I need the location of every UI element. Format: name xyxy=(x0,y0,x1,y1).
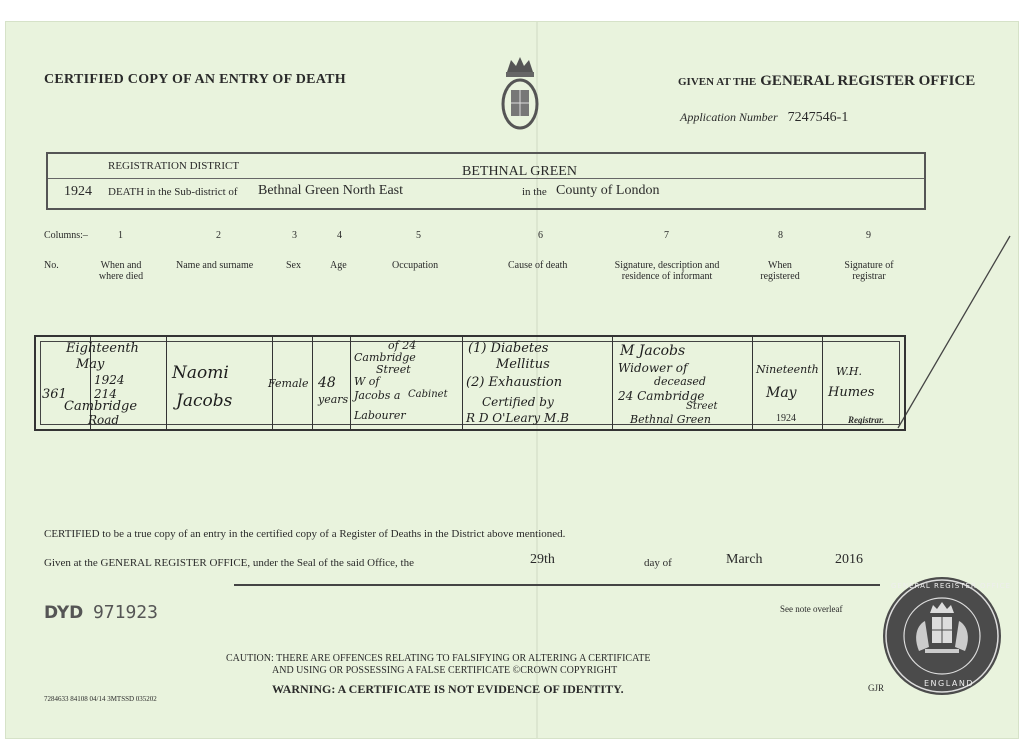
informant-line: Widower of xyxy=(618,361,688,375)
when-where-line: Eighteenth xyxy=(66,341,139,356)
column-header-occupation: Occupation xyxy=(392,260,439,271)
age-unit: years xyxy=(318,393,349,406)
column-number: 7 xyxy=(664,230,669,241)
county-value: County of London xyxy=(556,183,660,198)
registration-box xyxy=(46,152,926,210)
issuer-prefix: GIVEN AT THE xyxy=(678,76,757,88)
certificate-sheet xyxy=(6,22,1018,738)
cause-line: R D O'Leary M.B xyxy=(466,411,569,425)
occupation-line: Street xyxy=(376,363,411,376)
in-the-label: in the xyxy=(522,186,547,198)
district-value: BETHNAL GREEN xyxy=(462,164,577,179)
cause-line: Mellitus xyxy=(496,357,550,372)
occupation-line: of 24 xyxy=(388,339,417,352)
application-number-row xyxy=(680,108,848,126)
name-surname: Jacobs xyxy=(176,391,233,411)
column-header-cause: Cause of death xyxy=(508,260,568,271)
column-number: 4 xyxy=(337,230,342,241)
issuer-initials: GJR xyxy=(868,683,885,693)
caution-line-1: CAUTION: THERE ARE OFFENCES RELATING TO FALSIFYING OR ALTERING A CERTIFICATE xyxy=(226,653,651,664)
column-header-name: Name and surname xyxy=(176,260,254,271)
seal-ring-text-bottom: ENGLAND xyxy=(924,679,974,688)
column-header-registered: When registered xyxy=(760,260,800,282)
certified-month: March xyxy=(726,552,763,567)
registrar-initials: W.H. xyxy=(836,365,862,378)
when-where-line: May xyxy=(76,357,105,372)
registered-line: 1924 xyxy=(776,413,796,424)
occupation-line: Jacobs a xyxy=(354,389,401,402)
occupation-line: Cambridge xyxy=(354,351,416,364)
serial-number xyxy=(44,602,158,623)
column-header-registrar: Signature of registrar xyxy=(844,260,894,282)
print-code: 7284633 84108 04/14 3MTSSD 035202 xyxy=(44,695,157,703)
column-number: 2 xyxy=(216,230,221,241)
given-at-statement: Given at the GENERAL REGISTER OFFICE, under the Seal of the said Office, the xyxy=(44,557,414,569)
when-where-line: Road xyxy=(88,413,120,427)
column-header-when-where: When and where died xyxy=(98,260,144,282)
when-where-line: 1924 xyxy=(94,373,125,387)
issuer-title xyxy=(678,72,975,90)
occupation-line: Cabinet xyxy=(408,389,448,400)
column-header-age: Age xyxy=(330,260,347,271)
column-number: 6 xyxy=(538,230,543,241)
column-number: 8 xyxy=(778,230,783,241)
column-header-informant: Signature, description and residence of informant xyxy=(614,260,720,282)
occupation-line: Labourer xyxy=(354,409,406,422)
informant-line: deceased xyxy=(654,375,706,388)
certification-statement: CERTIFIED to be a true copy of an entry in the certified copy of a Register of Deaths in the District above mentioned. xyxy=(44,528,566,540)
column-number: 5 xyxy=(416,230,421,241)
subdistrict-value: Bethnal Green North East xyxy=(258,183,404,198)
age-value: 48 xyxy=(318,375,336,391)
see-note-overleaf: See note overleaf xyxy=(780,604,843,614)
entry-no: 361 xyxy=(42,387,67,402)
serial-prefix: DYD xyxy=(44,603,84,623)
cause-line: (1) Diabetes xyxy=(468,341,549,356)
seal-emblem-icon xyxy=(883,577,1001,695)
certificate-title: CERTIFIED COPY OF AN ENTRY OF DEATH xyxy=(44,72,346,87)
informant-line: Street xyxy=(686,401,718,412)
informant-line: Bethnal Green xyxy=(630,413,711,426)
seal-ring-text-top: GENERAL REGISTER OFFICE xyxy=(891,582,1011,590)
registered-line: May xyxy=(766,385,797,401)
column-number: 9 xyxy=(866,230,871,241)
column-header-no: No. xyxy=(44,260,59,271)
column-number: 1 xyxy=(118,230,123,241)
district-label: REGISTRATION DISTRICT xyxy=(108,160,240,172)
death-entry-table xyxy=(34,335,906,431)
registration-year: 1924 xyxy=(64,184,92,199)
certification-underline xyxy=(234,584,880,586)
general-register-office-seal xyxy=(883,577,1001,695)
cause-line: (2) Exhaustion xyxy=(466,375,563,390)
column-header-sex: Sex xyxy=(286,260,301,271)
certified-year: 2016 xyxy=(835,552,863,567)
issuer-name: GENERAL REGISTER OFFICE xyxy=(760,73,976,89)
application-number-label: Application Number xyxy=(680,110,778,124)
registrar-surname: Humes xyxy=(828,385,875,400)
registered-line: Nineteenth xyxy=(756,363,819,376)
identity-warning: WARNING: A CERTIFICATE IS NOT EVIDENCE OF IDENTITY. xyxy=(272,682,624,696)
when-where-line: 214 xyxy=(94,387,117,401)
name-forename: Naomi xyxy=(172,363,229,383)
sex-value: Female xyxy=(268,377,309,390)
registrar-label: Registrar. xyxy=(848,415,885,425)
cause-line: Certified by xyxy=(482,395,554,409)
columns-label: Columns:– xyxy=(44,230,88,241)
application-number: 7247546-1 xyxy=(787,110,849,125)
caution-line-2: AND USING OR POSSESSING A FALSE CERTIFICATE ©CROWN COPYRIGHT xyxy=(272,665,618,676)
column-number: 3 xyxy=(292,230,297,241)
royal-crest-icon xyxy=(499,54,541,136)
serial-digits: 971923 xyxy=(92,602,158,623)
informant-line: M Jacobs xyxy=(620,343,686,359)
cancel-diagonal-line xyxy=(896,232,1016,432)
certified-day: 29th xyxy=(530,552,555,567)
day-of-label: day of xyxy=(644,557,672,569)
subdistrict-label: DEATH in the Sub-district of xyxy=(108,186,238,198)
occupation-line: W of xyxy=(354,375,380,388)
when-where-line: Cambridge xyxy=(64,399,138,414)
informant-line: 24 Cambridge xyxy=(618,389,705,403)
